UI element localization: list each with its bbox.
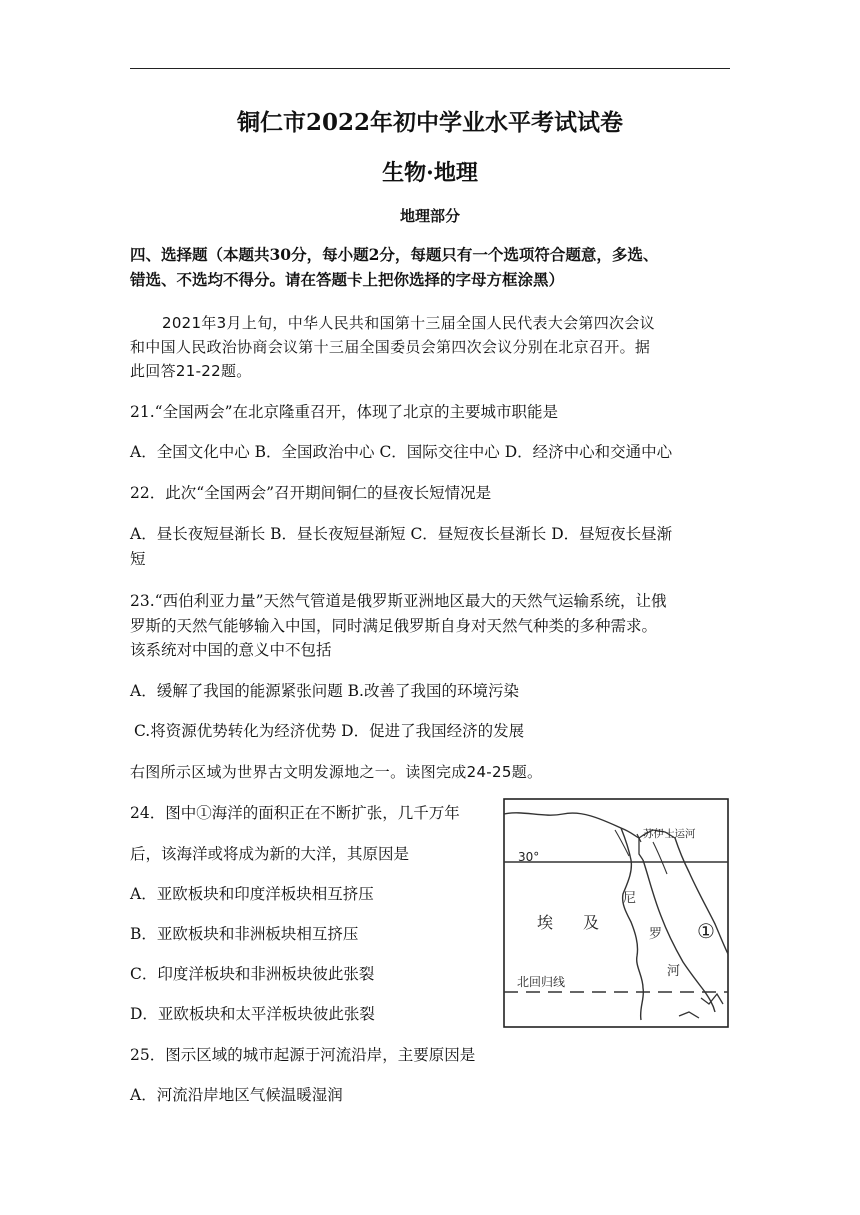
q24-option-b: B．亚欧板块和非洲板块相互挤压 <box>130 925 359 943</box>
section-heading-line2: 错选、不选均不得分。请在答题卡上把你选择的字母方框涂黑） <box>130 270 565 289</box>
top-rule <box>130 68 730 69</box>
exam-subtitle: 生物·地理 <box>382 160 478 186</box>
intro-line2: 和中国人民政治协商会议第十三届全国委员会第四次会议分别在北京召开。据 <box>130 338 651 356</box>
tropic-label: 北回归线 <box>517 975 566 989</box>
q24-option-c: C．印度洋板块和非洲板块彼此张裂 <box>130 965 375 983</box>
q25-option-a: A．河流沿岸地区气候温暖湿润 <box>130 1086 343 1104</box>
q22-options-line1: A．昼长夜短昼渐长 B．昼长夜短昼渐短 C．昼短夜长昼渐长 D．昼短夜长昼渐 <box>130 525 673 543</box>
exam-title: 铜仁市2022年初中学业水平考试试卷 <box>236 109 623 136</box>
river-char-1: 尼 <box>623 891 637 906</box>
q23-stem-line3: 该系统对中国的意义中不包括 <box>130 641 332 659</box>
canal-label: 苏伊士运河 <box>643 828 696 840</box>
part-heading: 地理部分 <box>399 207 460 225</box>
q22-options-line2: 短 <box>130 550 146 568</box>
q23-stem-line1: 23.“西伯利亚力量”天然气管道是俄罗斯亚洲地区最大的天然气运输系统，让俄 <box>130 592 667 610</box>
q22-stem: 22．此次“全国两会”召开期间铜仁的昼夜长短情况是 <box>130 484 492 502</box>
q21-options: A．全国文化中心 B．全国政治中心 C．国际交往中心 D．经济中心和交通中心 <box>130 443 673 461</box>
country-char-1: 埃 <box>537 913 554 932</box>
q25-stem: 25．图示区域的城市起源于河流沿岸，主要原因是 <box>130 1046 476 1064</box>
q24-option-d: D．亚欧板块和太平洋板块彼此张裂 <box>130 1005 375 1023</box>
section-heading-line1: 四、选择题（本题共30分，每小题2分，每题只有一个选项符合题意，多选、 <box>130 245 659 264</box>
q24-option-a: A．亚欧板块和印度洋板块相互挤压 <box>130 885 374 903</box>
egypt-map <box>503 798 729 1028</box>
q23-options-line2: C.将资源优势转化为经济优势 D．促进了我国经济的发展 <box>134 722 525 740</box>
map-intro: 右图所示区域为世界古文明发源地之一。读图完成24-25题。 <box>130 763 543 781</box>
q23-options-line1: A．缓解了我国的能源紧张问题 B.改善了我国的环境污染 <box>130 682 519 700</box>
q23-stem-line2: 罗斯的天然气能够输入中国，同时满足俄罗斯自身对天然气种类的多种需求。 <box>130 617 658 635</box>
q24-stem-line2: 后，该海洋或将成为新的大洋，其原因是 <box>130 845 410 863</box>
q21-stem: 21.“全国两会”在北京隆重召开，体现了北京的主要城市职能是 <box>130 403 559 421</box>
country-char-2: 及 <box>583 913 600 932</box>
intro-line1: 2021年3月上旬，中华人民共和国第十三届全国人民代表大会第四次会议 <box>162 314 655 332</box>
intro-line3: 此回答21-22题。 <box>130 362 252 380</box>
river-char-2: 罗 <box>649 927 663 942</box>
river-char-3: 河 <box>667 964 681 979</box>
sea-marker: ① <box>697 919 715 943</box>
q24-stem-line1: 24．图中①海洋的面积正在不断扩张，几千万年 <box>130 804 460 822</box>
latitude-label: 30° <box>518 850 540 864</box>
